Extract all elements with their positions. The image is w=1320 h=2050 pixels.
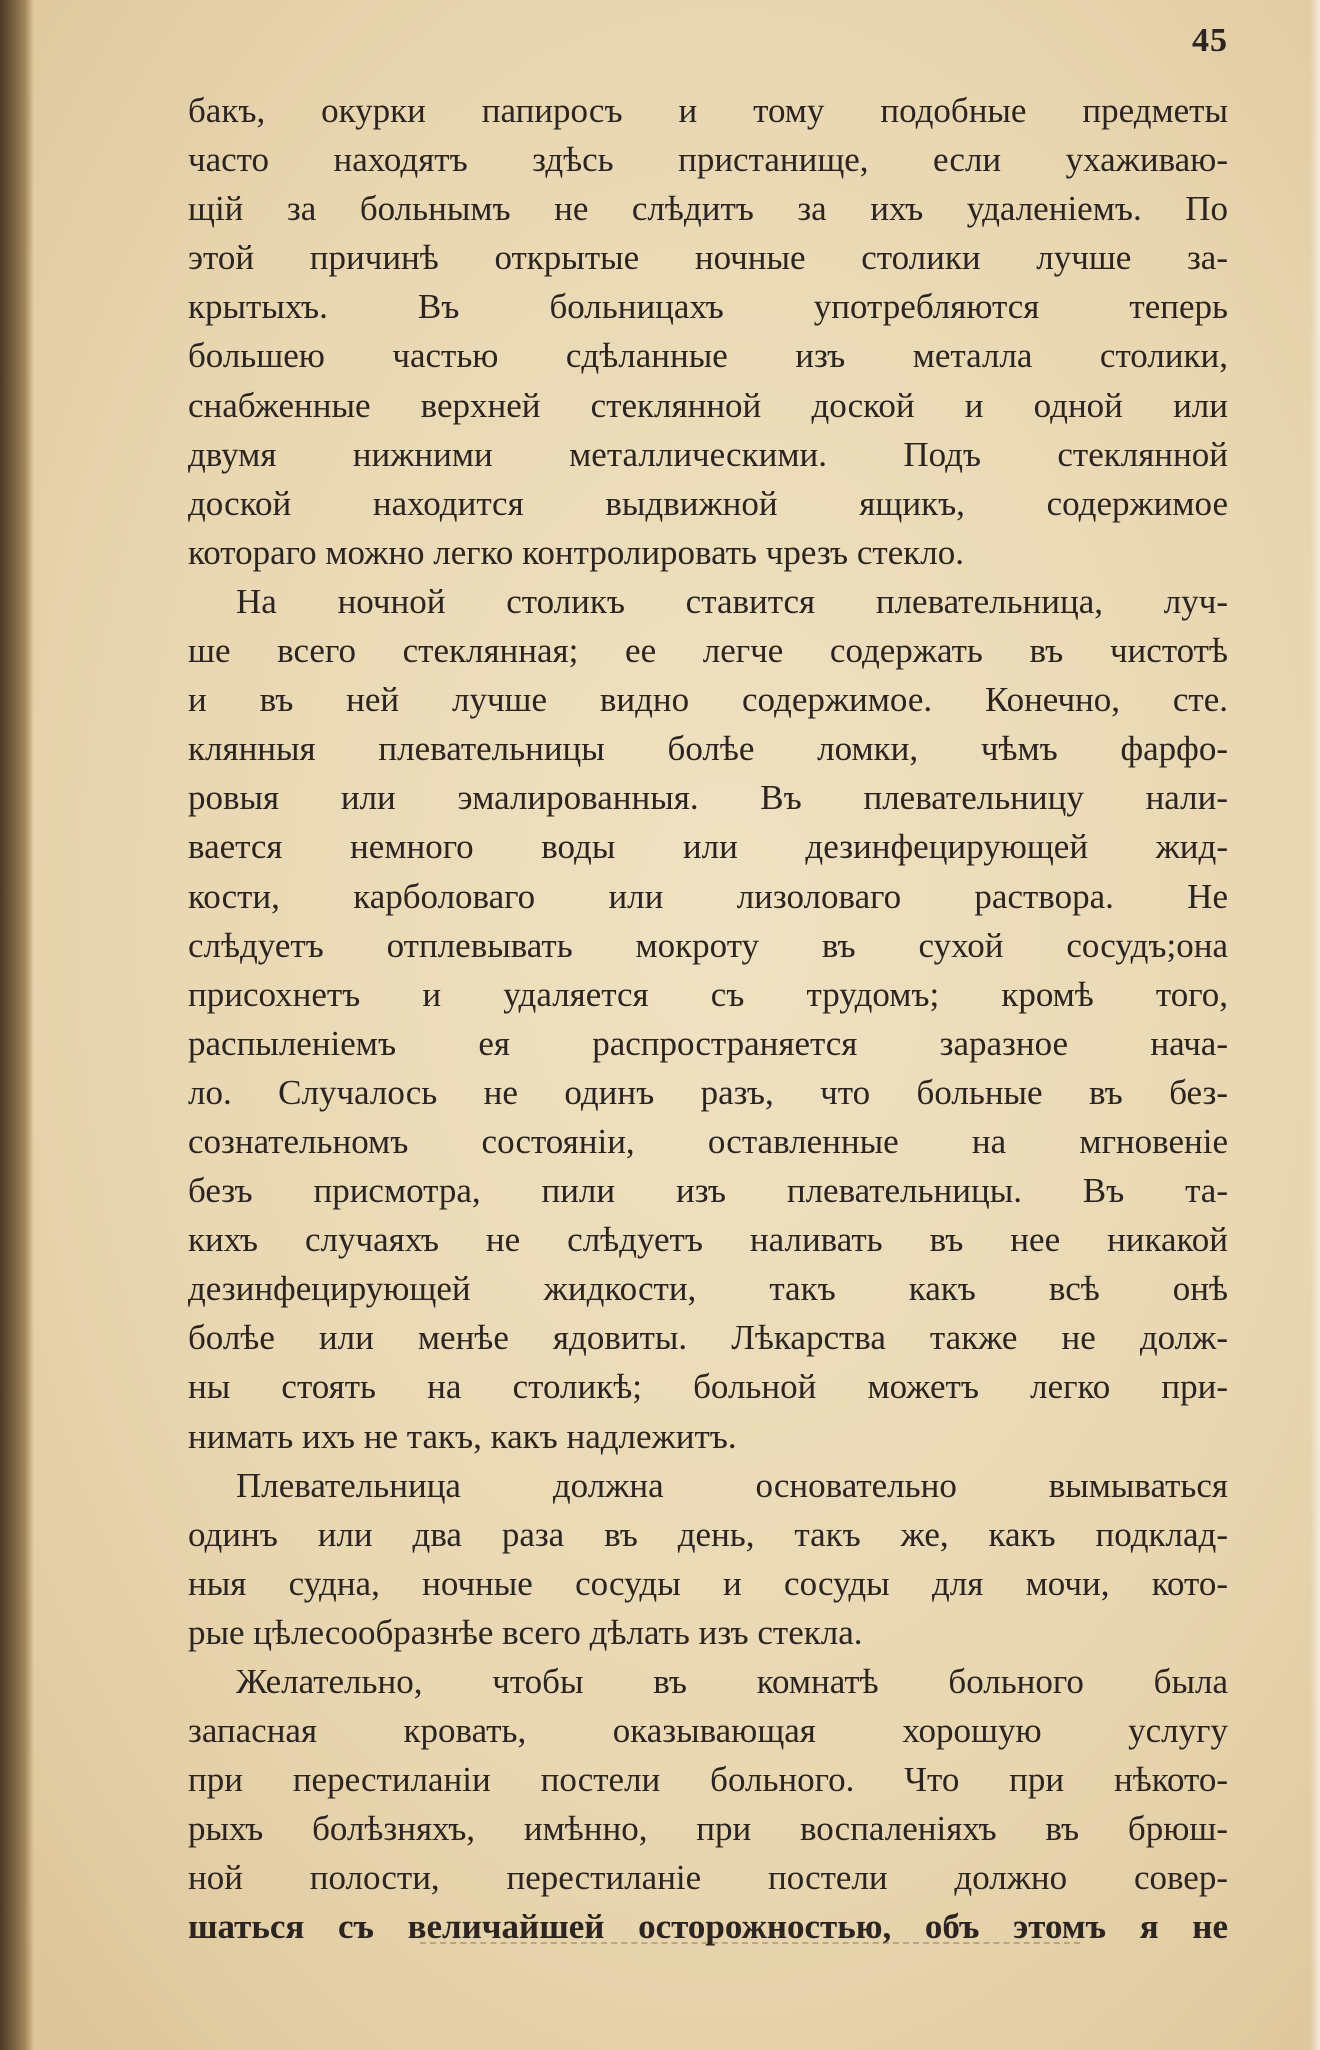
text-line: шаться съ величайшей осторожностью, объ этомъ я не [188,1907,1228,1947]
text-line: ше всего стеклянная; ее легче содержать въ чистотѣ [188,631,1228,671]
text-line: ровыя или эмалированныя. Въ плевательницу нали- [188,778,1228,818]
text-line: часто находятъ здѣсь пристанище, если ухаживаю- [188,140,1228,180]
book-spine-shadow [0,0,34,2050]
text-line: нимать ихъ не такъ, какъ надлежитъ. [188,1416,737,1456]
text-line: щій за больнымъ не слѣдитъ за ихъ удаленіемъ. По [188,189,1228,229]
page-number: 45 [1192,22,1228,59]
text-line: безъ присмотра, пили изъ плевательницы. Въ та- [188,1171,1228,1211]
text-line: котораго можно легко контролировать чрезъ стекло. [188,532,964,572]
text-line: кихъ случаяхъ не слѣдуетъ наливать въ нее никакой [188,1220,1228,1260]
text-line: вается немного воды или дезинфецирующей жид- [188,827,1228,867]
paragraph-start-line: Плевательница должна основательно вымываться [236,1465,1228,1505]
text-line: сознательномъ состояніи, оставленные на мгновеніе [188,1121,1228,1161]
text-line: ной полости, перестиланіе постели должно совер- [188,1858,1228,1898]
text-line: присохнетъ и удаляется съ трудомъ; кромѣ того, [188,974,1228,1014]
text-line: клянныя плевательницы болѣе ломки, чѣмъ фарфо- [188,729,1228,769]
text-line: доской находится выдвижной ящикъ, содержимое [188,483,1228,523]
page-edge [1310,0,1320,2050]
body-text [188,86,1228,1952]
text-line: кости, карболоваго или лизоловаго раствора. Не [188,876,1228,916]
footer-dashed-rule [420,1942,1080,1944]
text-line: крытыхъ. Въ больницахъ употребляются теперь [188,287,1228,327]
text-line: дезинфецирующей жидкости, такъ какъ всѣ онѣ [188,1269,1228,1309]
text-line: бакъ, окурки папиросъ и тому подобные предметы [188,91,1228,130]
paragraph-start-line: Желательно, чтобы въ комнатѣ больного была [236,1662,1228,1701]
text-line: рые цѣлесообразнѣе всего дѣлать изъ стекла. [188,1612,863,1652]
text-line: большею частью сдѣланные изъ металла столики, [188,336,1228,376]
text-line: болѣе или менѣе ядовиты. Лѣкарства также не долж- [188,1318,1228,1358]
text-line: ны стоять на столикѣ; больной можетъ легко при- [188,1367,1228,1407]
text-line: двумя нижними металлическими. Подъ стеклянной [188,434,1228,474]
text-line: снабженные верхней стеклянной доской и одной или [188,385,1228,425]
text-line: ло. Случалось не одинъ разъ, что больные въ без- [188,1072,1228,1112]
text-line: слѣдуетъ отплевывать мокроту въ сухой сосудъ;она [188,925,1228,965]
text-line: ныя судна, ночные сосуды и сосуды для мочи, кото- [188,1563,1228,1603]
text-line: запасная кровать, оказывающая хорошую услугу [188,1711,1228,1751]
text-line: при перестиланіи постели больного. Что при нѣкото- [188,1760,1228,1800]
text-line: этой причинѣ открытые ночные столики лучше за- [188,238,1228,278]
text-line: распыленіемъ ея распространяется заразное нача- [188,1023,1228,1063]
text-line: рыхъ болѣзняхъ, имѣнно, при воспаленіяхъ въ брюш- [188,1809,1228,1849]
text-line: и въ ней лучше видно содержимое. Конечно, сте. [188,680,1228,720]
paragraph-start-line: На ночной столикъ ставится плевательница, луч- [236,581,1228,621]
text-line: одинъ или два раза въ день, такъ же, какъ подклад- [188,1514,1228,1554]
